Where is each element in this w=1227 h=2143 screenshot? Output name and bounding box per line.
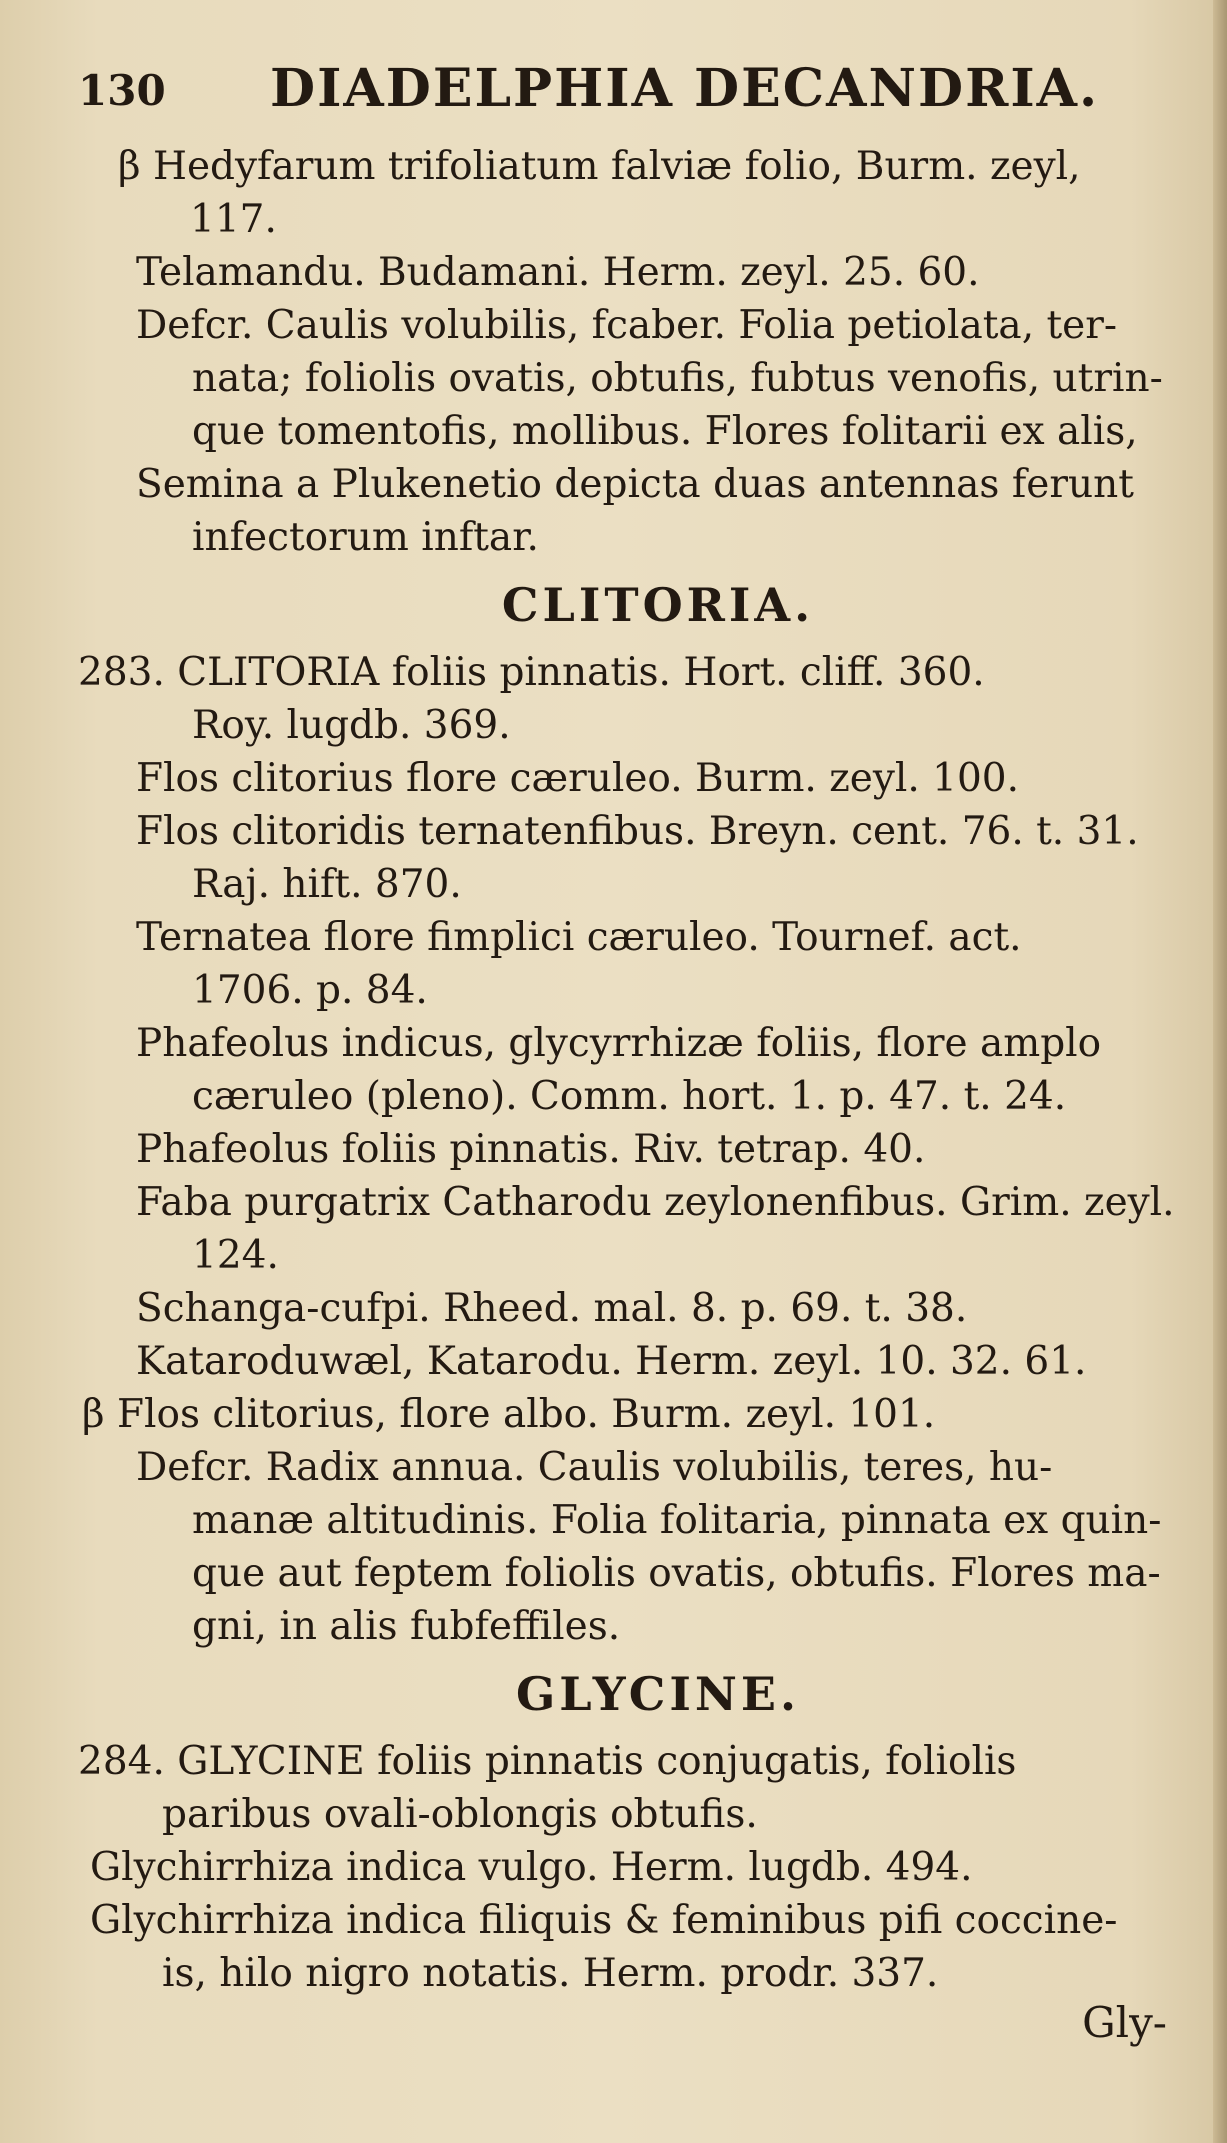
text-line: Ternatea flore fimplici cæruleo. Tournef. act. [136,915,1022,960]
text-line: paribus ovali-oblongis obtufis. [162,1792,758,1837]
text-line: Raj. hift. 870. [192,862,462,907]
text-line: Semina a Plukenetio depicta duas antennas ferunt [136,462,1134,507]
text-line: 1706. p. 84. [192,968,428,1013]
section-heading-clitoria: CLITORIA. [501,578,815,632]
text-line: cæruleo (pleno). Comm. hort. 1. p. 47. t. 24. [192,1074,1067,1119]
catchword: Gly- [1082,1998,1167,2047]
text-line: manæ altitudinis. Folia folitaria, pinnata ex quin- [192,1498,1162,1543]
text-line: nata; foliolis ovatis, obtufis, fubtus venofis, utrin- [192,356,1163,401]
section-heading-glycine: GLYCINE. [516,1667,800,1721]
text-line: is, hilo nigro notatis. Herm. prodr. 337. [162,1951,939,1996]
text-line: Schanga-cufpi. Rheed. mal. 8. p. 69. t. 38. [136,1286,968,1331]
text-line: Flos clitorius flore cæruleo. Burm. zeyl. 100. [136,756,1019,801]
text-line: Faba purgatrix Catharodu zeylonenfibus. Grim. zeyl. [136,1180,1175,1225]
text-line: Defcr. Caulis volubilis, fcaber. Folia petiolata, ter- [136,303,1118,348]
text-line: Glychirrhiza indica filiquis & feminibus pifi coccine- [90,1898,1118,1943]
text-line: que aut feptem foliolis ovatis, obtufis. Flores ma- [192,1551,1161,1596]
text-line: Telamandu. Budamani. Herm. zeyl. 25. 60. [136,250,980,295]
text-line: infectorum inftar. [192,515,539,560]
text-line: Defcr. Radix annua. Caulis volubilis, teres, hu- [136,1445,1053,1490]
running-title: DIADELPHIA DECANDRIA. [270,58,1100,119]
page-number: 130 [78,66,166,115]
text-line: Phafeolus foliis pinnatis. Riv. tetrap. 40. [136,1127,926,1172]
text-line: 117. [190,197,277,242]
text-line: Glychirrhiza indica vulgo. Herm. lugdb. 494. [90,1845,973,1890]
text-line: Kataroduwæl, Katarodu. Herm. zeyl. 10. 32. 61. [136,1339,1087,1384]
page-body [78,140,1178,2000]
text-line: que tomentofis, mollibus. Flores folitarii ex alis, [192,409,1138,454]
entry-283: 283. CLITORIA foliis pinnatis. Hort. cliff. 360. [78,650,985,695]
text-line: 124. [192,1233,279,1278]
text-line: Flos clitoridis ternatenfibus. Breyn. cent. 76. t. 31. [136,809,1139,854]
text-line: Phafeolus indicus, glycyrrhizæ foliis, flore amplo [136,1021,1102,1066]
page-edge [1213,0,1227,2143]
text-line: β Flos clitorius, flore albo. Burm. zeyl. 101. [82,1392,936,1437]
text-line: Roy. lugdb. 369. [192,703,511,748]
text-line: gni, in alis fubfeffiles. [192,1604,621,1649]
page-header [78,58,1158,118]
entry-284: 284. GLYCINE foliis pinnatis conjugatis, foliolis [78,1739,1017,1784]
text-line: β Hedyfarum trifoliatum falviæ folio, Burm. zeyl, [118,144,1081,189]
